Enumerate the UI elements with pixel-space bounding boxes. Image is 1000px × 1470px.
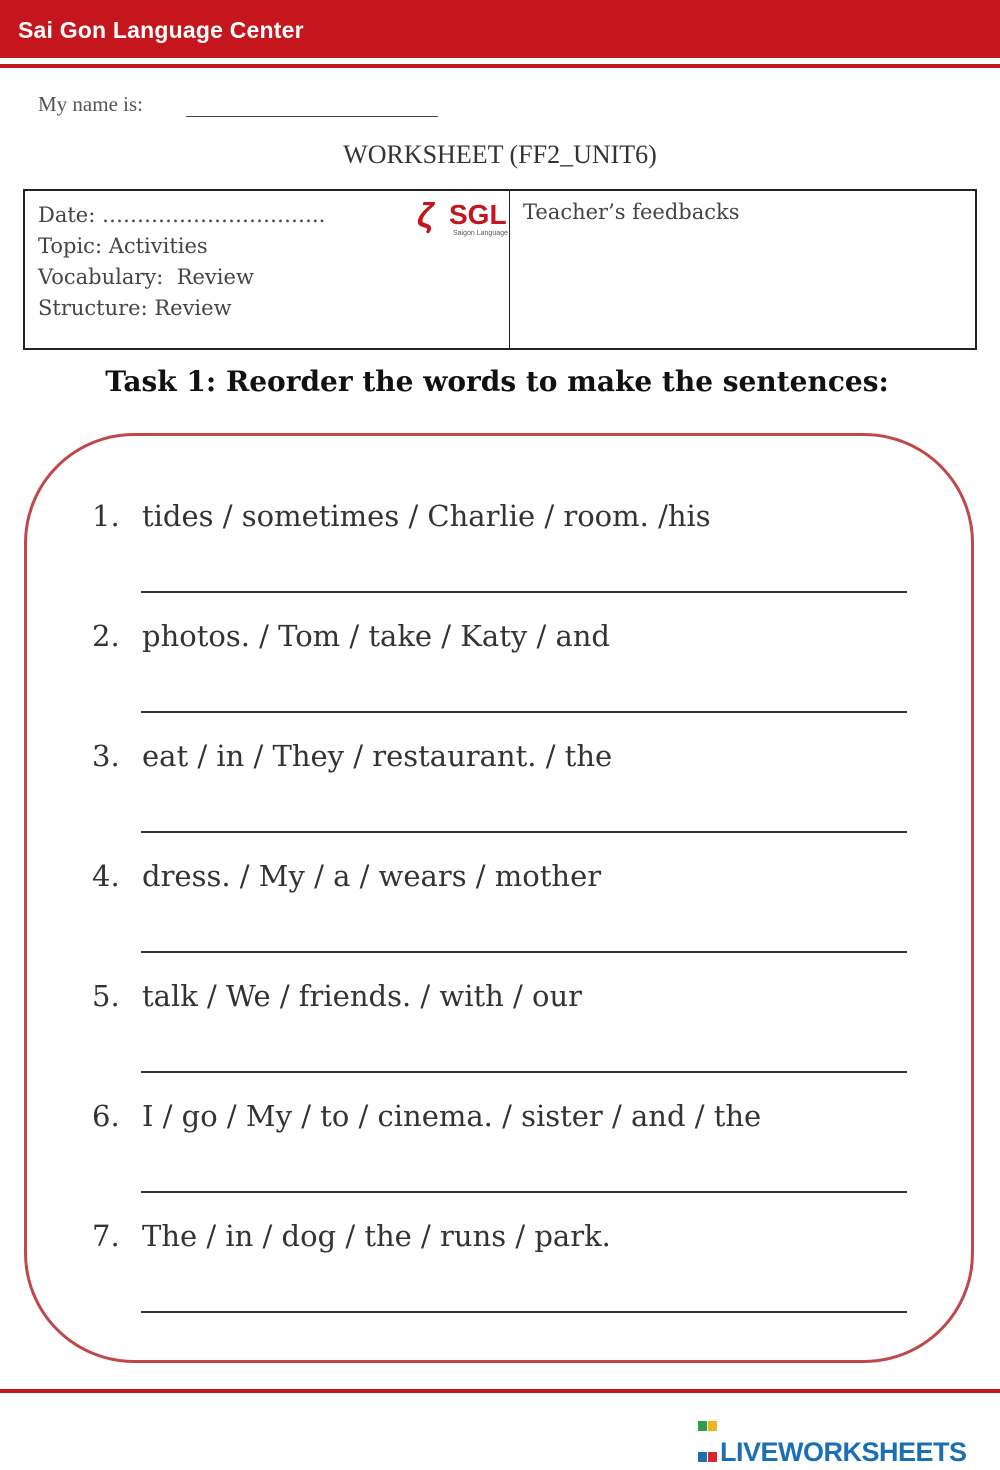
exercise-item (92, 619, 610, 653)
answer-line[interactable] (141, 951, 907, 953)
sgl-logo-text: SGL (449, 199, 507, 230)
task-title: Task 1: Reorder the words to make the sentences: (105, 365, 889, 398)
answer-line[interactable] (141, 711, 907, 713)
liveworksheets-text: LIVEWORKSHEETS (720, 1437, 967, 1467)
liveworksheets-logo (698, 1408, 967, 1467)
info-table (23, 189, 977, 350)
date-field: Date: ………………………….. (38, 203, 326, 227)
sgl-swoosh-icon: ζ (417, 197, 434, 235)
item-prompt: talk / We / friends. / with / our (142, 979, 583, 1013)
sgl-logo-subtitle: Saigon Language (453, 230, 508, 237)
exercise-item (92, 1099, 761, 1133)
info-column-divider (509, 191, 510, 348)
item-prompt: I / go / My / to / cinema. / sister / and / the (142, 1099, 762, 1133)
item-prompt: tides / sometimes / Charlie / room. /his (142, 499, 711, 533)
item-prompt: dress. / My / a / wears / mother (142, 859, 602, 893)
item-number: 5. (92, 979, 120, 1013)
structure-field: Structure: Review (38, 296, 232, 320)
item-prompt: The / in / dog / the / runs / park. (142, 1219, 611, 1253)
item-prompt: eat / in / They / restaurant. / the (142, 739, 613, 773)
sgl-logo (413, 195, 509, 239)
answer-line[interactable] (141, 1071, 907, 1073)
item-number: 2. (92, 619, 120, 653)
liveworksheets-grid-icon (698, 1408, 718, 1430)
name-blank-line[interactable] (186, 116, 438, 117)
item-number: 1. (92, 499, 120, 533)
answer-line[interactable] (141, 591, 907, 593)
teacher-feedback-label: Teacher’s feedbacks (523, 200, 740, 224)
exercise-item (92, 1219, 611, 1253)
footer-divider (0, 1389, 1000, 1393)
topic-field: Topic: Activities (38, 234, 208, 258)
header-bar (0, 0, 1000, 58)
brand-name: Sai Gon Language Center (18, 17, 304, 43)
exercise-item (92, 979, 582, 1013)
answer-line[interactable] (141, 1191, 907, 1193)
item-number: 4. (92, 859, 120, 893)
item-number: 6. (92, 1099, 120, 1133)
name-label: My name is: (38, 92, 143, 116)
worksheet-title: WORKSHEET (FF2_UNIT6) (343, 140, 657, 169)
exercise-item (92, 739, 612, 773)
exercise-item (92, 859, 601, 893)
header-divider (0, 64, 1000, 68)
item-prompt: photos. / Tom / take / Katy / and (142, 619, 610, 653)
lesson-info (38, 200, 325, 324)
item-number: 3. (92, 739, 120, 773)
answer-line[interactable] (141, 1311, 907, 1313)
answer-line[interactable] (141, 831, 907, 833)
exercise-item (92, 499, 711, 533)
item-number: 7. (92, 1219, 120, 1253)
vocabulary-field: Vocabulary: Review (38, 265, 254, 289)
